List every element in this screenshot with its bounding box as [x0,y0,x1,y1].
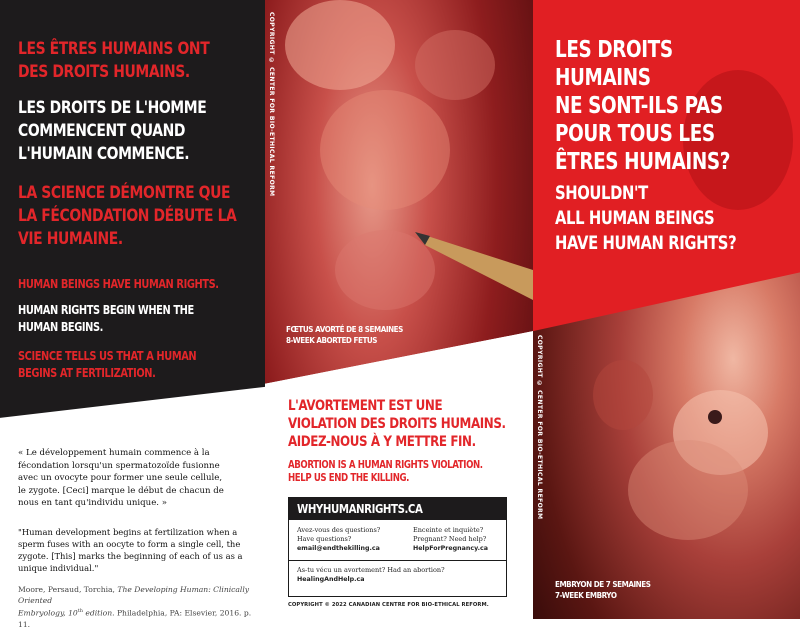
middle-headline-fr [288,397,506,451]
text-line: fécondation lorsqu'un spermatozoïde fusionne [18,460,220,471]
quote-english [18,526,262,574]
mid-photo-copyright: COPYRIGHT © CENTER FOR BIO-ETHICAL REFORM [268,12,275,197]
text-line: unique individual." [18,563,99,573]
fetus-caption [286,324,403,346]
text-line: HUMAN RIGHTS BEGIN WHEN THE [18,303,194,317]
citation-line-1 [18,584,262,606]
text-line: BEGINS AT FERTILIZATION. [18,366,156,380]
text-line: LA SCIENCE DÉMONTRE QUE [18,183,231,203]
embryo-caption [555,579,650,601]
text-line: zygote. [This] marks the beginning of each of us as a [18,551,243,561]
text-line: HAVE HUMAN RIGHTS? [555,233,737,254]
text-line: LES DROITS HUMAINS [555,37,673,91]
text-line: POUR TOUS LES [555,121,715,147]
text-line: nous en tant qu'individu unique. » [18,498,167,508]
citation-line-2 [18,606,262,630]
text-line: HUMAN BEGINS. [18,320,103,334]
text-line: As-tu vécu un avortement? Had an abortion? [297,566,445,574]
divider [289,560,506,561]
text-line: Pregnant? Need help? [413,535,487,543]
right-photo-copyright: COPYRIGHT © CENTER FOR BIO-ETHICAL REFORM [536,335,543,520]
text-line: avec un ovocyte pour former une seule cellule, [18,473,223,483]
right-question-en [555,181,736,256]
text-line: VIOLATION DES DROITS HUMAINS. [288,416,506,432]
text-line: 8-WEEK ABORTED FETUS [286,336,378,345]
text-line: VIE HUMAINE. [18,229,123,249]
text-line: LES DROITS DE L'HOMME [18,98,207,118]
text-line: « Le développement humain commence à la [18,448,210,458]
photo-shape [593,360,653,430]
left-science-en [18,348,196,382]
edition: edition. [82,608,115,618]
text-line: LA FÉCONDATION DÉBUTE LA [18,206,237,226]
embryo-eye [708,410,722,424]
text-line: Avez-vous des questions? [297,526,381,534]
questions-block [297,526,380,553]
superscript: th [77,608,83,614]
book-title: The Developing Human: Clinically Oriented [18,585,250,605]
text-line: ALL HUMAN BEINGS [555,208,715,229]
text-line: FŒTUS AVORTÉ DE 8 SEMAINES [286,325,403,334]
email-link[interactable]: email@endthekilling.ca [297,545,380,552]
book-title: Embryology, 10 [18,608,78,618]
contact-box-header [289,498,506,520]
text-line: NE SONT-ILS PAS [555,93,723,119]
text-line: L'HUMAIN COMMENCE. [18,144,190,164]
text-line: COMMENCENT QUAND [18,121,186,141]
text-line: SCIENCE TELLS US THAT A HUMAN [18,349,197,363]
left-rights-en [18,302,194,336]
text-line: HUMAN BEINGS HAVE HUMAN RIGHTS. [18,277,219,291]
text-line: "Human development begins at fertilization when a [18,527,238,537]
pregnancy-block [413,526,488,553]
text-line: ABORTION IS A HUMAN RIGHTS VIOLATION. [288,459,483,471]
contact-info-box [288,497,507,597]
text-span: Moore, Persaud, Torchia, [18,585,118,594]
citation [18,584,262,630]
right-question-fr [555,36,751,176]
text-line: 7-WEEK EMBRYO [555,591,617,600]
website-link[interactable]: WHYHUMANRIGHTS.CA [297,502,423,516]
text-line: ÊTRES HUMAINS? [555,149,730,175]
text-line: le zygote. [Ceci] marque le début de chacun de [18,485,224,496]
middle-headline-en [288,459,483,485]
text-line: DES DROITS HUMAINS. [18,62,190,82]
text-line: SHOULDN'T [555,183,648,204]
pencil-tip-icon [265,0,533,330]
photo-shape [628,440,748,540]
text-line: HELP US END THE KILLING. [288,472,410,484]
left-rights-fr [18,97,206,166]
quote-french [18,447,258,510]
abortion-help-block [297,566,445,584]
healing-help-link[interactable]: HealingAndHelp.ca [297,576,365,583]
text-line: L'AVORTEMENT EST UNE [288,398,443,414]
left-heading-en [18,276,219,292]
left-science-fr [18,182,236,251]
footer-copyright: COPYRIGHT © 2022 CANADIAN CENTRE FOR BIO-ETHICAL REFORM. [288,602,489,608]
text-line: sperm fuses with an oocyte to form a single cell, the [18,539,241,549]
text-line: Enceinte et inquiète? [413,526,484,534]
text-span: Philadelphia, PA: Elsevier, 2016. p. 11. [18,608,252,629]
text-line: EMBRYON DE 7 SEMAINES [555,580,651,589]
left-heading-fr [18,38,209,84]
pregnancy-help-link[interactable]: HelpForPregnancy.ca [413,545,489,552]
text-line: LES ÊTRES HUMAINS ONT [18,39,210,59]
text-line: AIDEZ-NOUS À Y METTRE FIN. [288,434,476,450]
text-line: Have questions? [297,535,352,543]
